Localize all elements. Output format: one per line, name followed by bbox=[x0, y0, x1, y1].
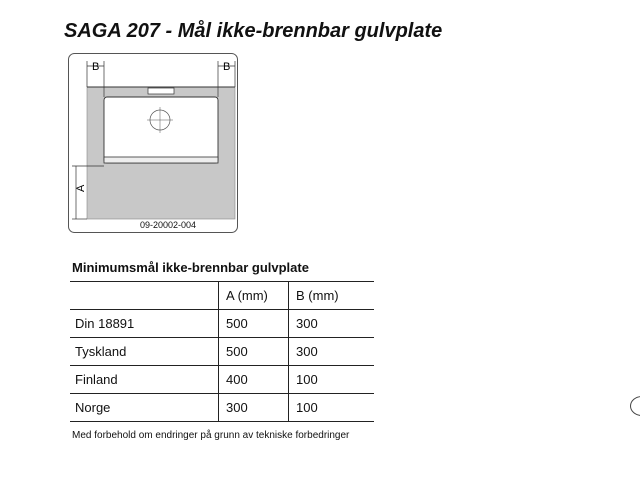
header-country bbox=[70, 282, 219, 310]
dimension-b-left-label: B bbox=[92, 61, 100, 73]
cell-b: 300 bbox=[289, 338, 375, 366]
table-row bbox=[70, 338, 374, 366]
edge-circle-mark bbox=[630, 396, 640, 416]
header-a: A (mm) bbox=[219, 282, 289, 310]
cell-a: 500 bbox=[219, 310, 289, 338]
table-row bbox=[70, 394, 374, 422]
flue-slot-shape bbox=[148, 88, 174, 94]
cell-country: Norge bbox=[70, 394, 219, 422]
cell-b: 100 bbox=[289, 366, 375, 394]
table-row bbox=[70, 366, 374, 394]
cell-b: 100 bbox=[289, 394, 375, 422]
table-header-row bbox=[70, 282, 374, 310]
stove-floor-plate-diagram bbox=[68, 53, 238, 233]
cell-country: Tyskland bbox=[70, 338, 219, 366]
diagram-drawing bbox=[68, 53, 238, 233]
cell-country: Din 18891 bbox=[70, 310, 219, 338]
table-row bbox=[70, 310, 374, 338]
stove-front-shape bbox=[104, 157, 218, 163]
page-title: SAGA 207 - Mål ikke-brennbar gulvplate bbox=[64, 20, 443, 42]
cell-a: 500 bbox=[219, 338, 289, 366]
footnote: Med forbehold om endringer på grunn av tekniske forbedringer bbox=[72, 430, 350, 441]
dimensions-table bbox=[70, 281, 374, 422]
cell-a: 300 bbox=[219, 394, 289, 422]
dimension-b-right-label: B bbox=[223, 61, 231, 73]
cell-country: Finland bbox=[70, 366, 219, 394]
dimension-a-label: A bbox=[75, 184, 87, 192]
header-b: B (mm) bbox=[289, 282, 375, 310]
cell-b: 300 bbox=[289, 310, 375, 338]
drawing-code: 09-20002-004 bbox=[140, 220, 197, 230]
table-title: Minimumsmål ikke-brennbar gulvplate bbox=[72, 260, 309, 275]
cell-a: 400 bbox=[219, 366, 289, 394]
